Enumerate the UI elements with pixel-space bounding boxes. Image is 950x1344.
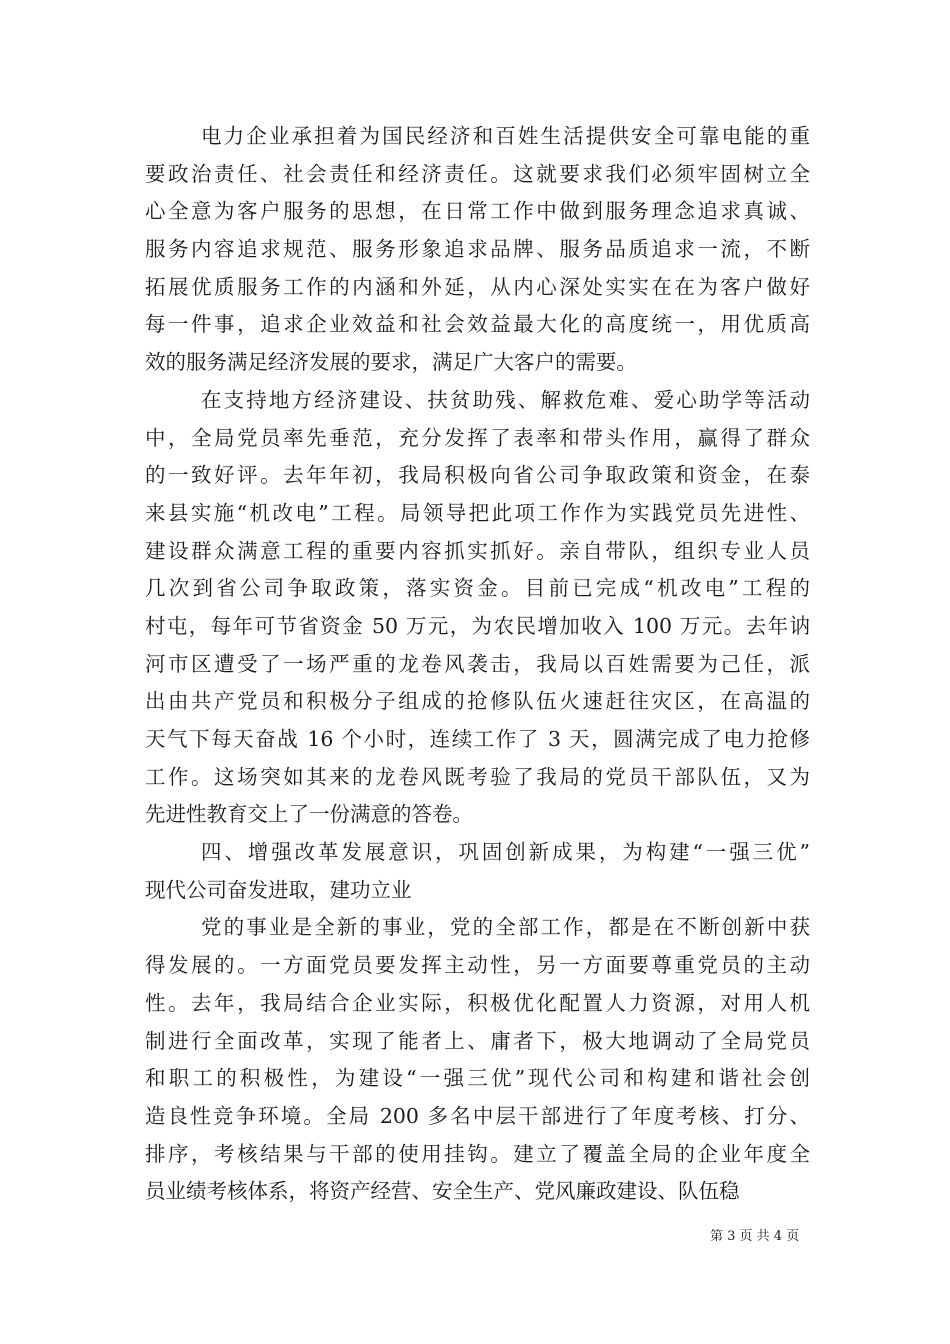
text-line: 得发展的。一方面党员要发挥主动性，另一方面要尊重党员的主动 xyxy=(145,953,810,978)
text-line: 现代公司奋发进取，建功立业 xyxy=(145,877,412,902)
text-line: 几次到省公司争取政策，落实资金。目前已完成“机改电”工程的 xyxy=(145,576,810,601)
text-line: 电力企业承担着为国民经济和百姓生活提供安全可靠电能的重 xyxy=(201,124,810,148)
text-line: 排序，考核结果与干部的使用挂钩。建立了覆盖全局的企业年度全 xyxy=(145,1141,810,1166)
text-line: 和职工的积极性，为建设“一强三优”现代公司和构建和谐社会创 xyxy=(145,1066,810,1091)
text-line: 中，全局党员率先垂范，充分发挥了表率和带头作用，赢得了群众 xyxy=(145,425,810,450)
page-number-footer: 第 3 页 共 4 页 xyxy=(710,1229,800,1244)
text-line: 先进性教育交上了一份满意的答卷。 xyxy=(145,802,473,827)
text-line: 员业绩考核体系，将资产经营、安全生产、党风廉政建设、队伍稳 xyxy=(145,1179,740,1204)
text-line: 天气下每天奋战 16 个小时，连续工作了 3 天，圆满完成了电力抢修 xyxy=(145,727,810,751)
text-line: 出由共产党员和积极分子组成的抢修队伍火速赶往灾区，在高温的 xyxy=(145,689,810,714)
text-line: 河市区遭受了一场严重的龙卷风袭击，我局以百姓需要为己任，派 xyxy=(145,651,810,676)
text-line: 工作。这场突如其来的龙卷风既考验了我局的党员干部队伍，又为 xyxy=(145,764,810,789)
text-line: 在支持地方经济建设、扶贫助残、解救危难、爱心助学等活动 xyxy=(201,387,810,412)
text-line: 要政治责任、社会责任和经济责任。这就要求我们必须牢固树立全 xyxy=(145,161,810,186)
text-line: 拓展优质服务工作的内涵和外延，从内心深处实实在在为客户做好 xyxy=(145,274,810,299)
text-line: 党的事业是全新的事业，党的全部工作，都是在不断创新中获 xyxy=(201,915,810,940)
text-line: 效的服务满足经济发展的要求，满足广大客户的需要。 xyxy=(145,350,637,375)
text-line: 心全意为客户服务的思想，在日常工作中做到服务理念追求真诚、 xyxy=(145,199,810,224)
text-line: 的一致好评。去年年初，我局积极向省公司争取政策和资金，在泰 xyxy=(145,463,810,488)
text-line: 每一件事，追求企业效益和社会效益最大化的高度统一，用优质高 xyxy=(145,312,810,337)
text-line: 建设群众满意工程的重要内容抓实抓好。亲自带队，组织专业人员 xyxy=(145,538,810,563)
text-line: 来县实施“机改电”工程。局领导把此项工作作为实践党员先进性、 xyxy=(145,500,810,525)
text-line: 制进行全面改革，实现了能者上、庸者下，极大地调动了全局党员 xyxy=(145,1028,810,1053)
text-line: 服务内容追求规范、服务形象追求品牌、服务品质追求一流，不断 xyxy=(145,237,810,262)
text-line: 性。去年，我局结合企业实际，积极优化配置人力资源，对用人机 xyxy=(145,990,810,1015)
text-line: 造良性竞争环境。全局 200 多名中层干部进行了年度考核、打分、 xyxy=(145,1103,810,1128)
text-line: 四、增强改革发展意识，巩固创新成果，为构建“一强三优” xyxy=(201,840,810,865)
document-body xyxy=(145,118,810,1211)
text-line: 村屯，每年可节省资金 50 万元，为农民增加收入 100 万元。去年讷 xyxy=(145,613,810,638)
